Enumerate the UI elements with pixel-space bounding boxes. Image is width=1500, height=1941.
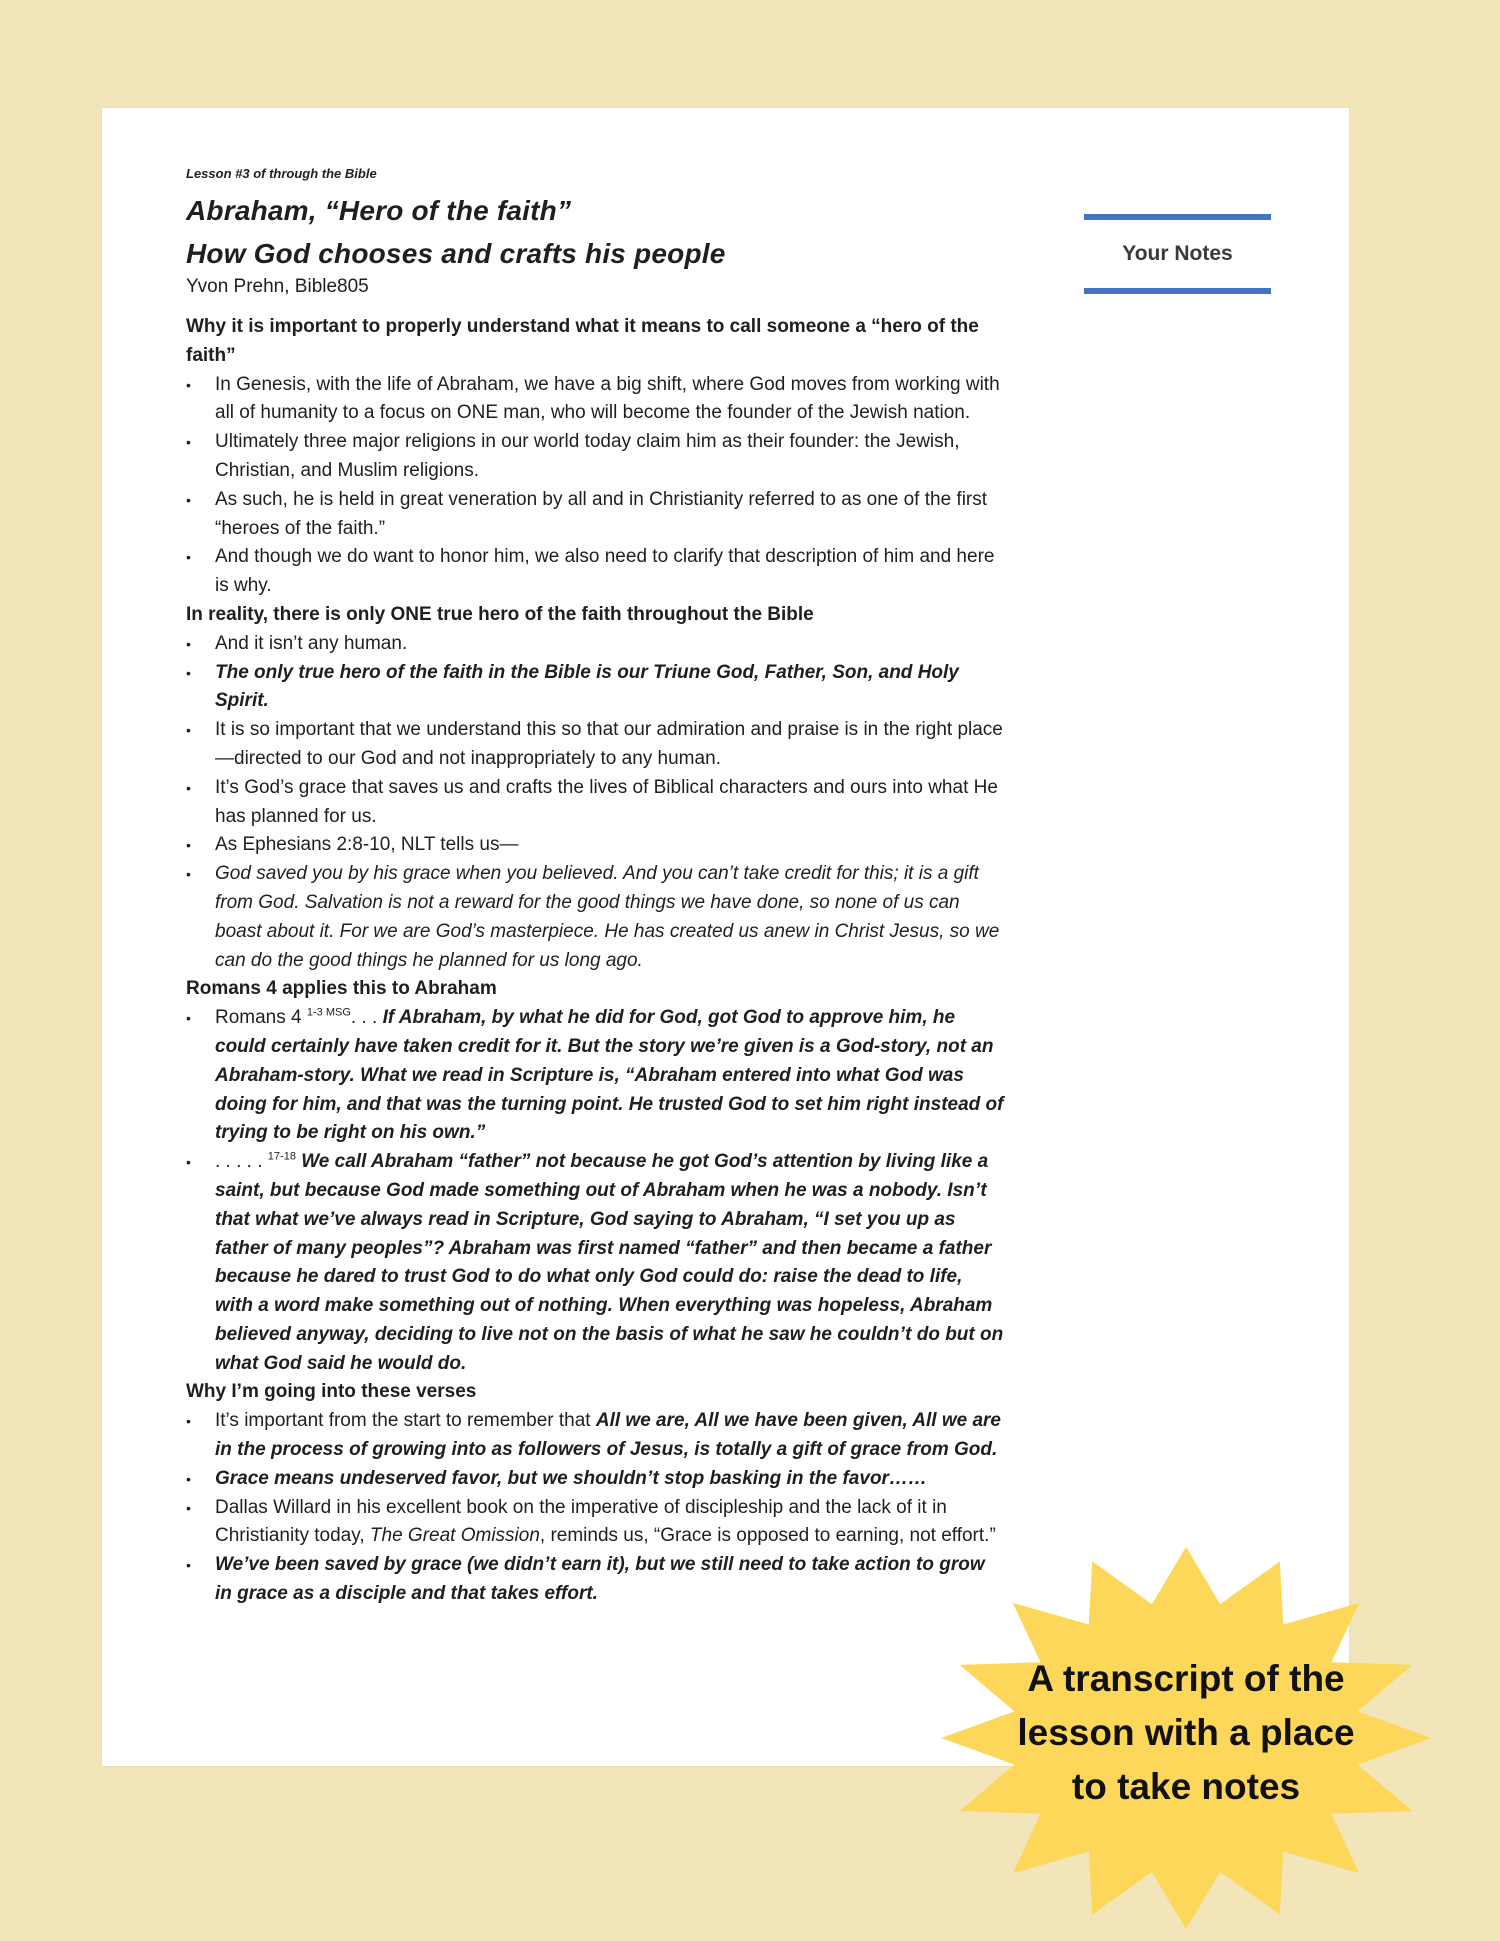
author-line: Yvon Prehn, Bible805 <box>186 276 369 297</box>
bullet-item: • Ultimately three major religions in our world today claim him as their founder: the Jewish, Christian, and Muslim religions. <box>186 428 1004 486</box>
bullet-item: • And it isn’t any human. <box>186 630 1004 659</box>
bullet-list <box>186 1004 1004 1378</box>
transcript-body <box>186 166 1004 1609</box>
bullet-item: • Romans 4 $^{1-3 MSG}$. . . If Abraham, by what he did for God, got God to approve him, he could certainly have taken credit for it. But the story we’re given is a God-story, not an Abraham-story. What we read in Scripture is, “Abraham entered into what God was doing for him, and that was the turning point. He trusted God to set him right instead of trying to be right on his own.” <box>186 1004 1004 1148</box>
sections-container <box>186 313 1004 1609</box>
document-page <box>102 108 1349 1766</box>
bullet-item: • . . . . . $^{17-18}$ We call Abraham “father” not because he got God’s attention by living like a saint, but because God made something out of Abraham when he was a nobody. Isn’t that what we’ve always read in Scripture, God saying to Abraham, “I set you up as father of many peoples”? Abraham was first named “father” and then became a father because he dared to trust God to do what only God could do: raise the dead to life, with a word make something out of nothing. When everything was hopeless, Abraham believed anyway, deciding to live not on the basis of what he saw he couldn’t do but on what God said he would do. <box>186 1148 1004 1378</box>
bullet-item: • And though we do want to honor him, we also need to clarify that description of him and here is why. <box>186 543 1004 601</box>
section-heading: In reality, there is only ONE true hero of the faith throughout the Bible <box>186 603 814 625</box>
bullet-item: • As Ephesians 2:8-10, NLT tells us— <box>186 831 1004 860</box>
bullet-list <box>186 1407 1004 1609</box>
starburst-badge <box>936 1548 1436 1928</box>
section-heading: Romans 4 applies this to Abraham <box>186 978 497 1000</box>
bullet-item: • As such, he is held in great veneration by all and in Christianity referred to as one of the first “heroes of the faith.” <box>186 486 1004 544</box>
notes-bottom-rule <box>1084 288 1271 294</box>
section-heading: Why I’m going into these verses <box>186 1381 477 1403</box>
bullet-item: • Grace means undeserved favor, but we shouldn’t stop basking in the favor…… <box>186 1465 1004 1494</box>
document-title: Abraham, “Hero of the faith” <box>186 195 572 226</box>
bullet-list <box>186 630 1004 976</box>
lesson-tag: Lesson #3 of through the Bible <box>186 166 377 181</box>
bullet-item: • God saved you by his grace when you believed. And you can’t take credit for this; it is a gift from God. Salvation is not a reward for the good things we have done, so none of us can boast about it. For we are God’s masterpiece. He has created us anew in Christ Jesus, so we can do the good things he planned for us long ago. <box>186 860 1004 975</box>
bullet-item: • We’ve been saved by grace (we didn’t earn it), but we still need to take action to grow in grace as a disciple and that takes effort. <box>186 1551 1004 1609</box>
notes-label: Your Notes <box>1122 242 1233 265</box>
starburst-caption: A transcript of the lesson with a place to take notes <box>1017 1658 1355 1807</box>
bullet-item: • The only true hero of the faith in the Bible is our Triune God, Father, Son, and Holy Spirit. <box>186 659 1004 717</box>
bullet-item: • It’s important from the start to remember that All we are, All we have been given, All we are in the process of growing into as followers of Jesus, is totally a gift of grace from God. <box>186 1407 1004 1465</box>
notes-panel <box>1084 214 1271 294</box>
bullet-item: • It is so important that we understand this so that our admiration and praise is in the right place—directed to our God and not inappropriately to any human. <box>186 716 1004 774</box>
document-subtitle: How God chooses and crafts his people <box>186 238 726 269</box>
section-heading: Why it is important to properly understand what it means to call someone a “hero of the faith” <box>186 316 979 366</box>
bullet-item: • It’s God’s grace that saves us and crafts the lives of Biblical characters and ours into what He has planned for us. <box>186 774 1004 832</box>
bullet-item: • In Genesis, with the life of Abraham, we have a big shift, where God moves from working with all of humanity to a focus on ONE man, who will become the founder of the Jewish nation. <box>186 371 1004 429</box>
bullet-item: • Dallas Willard in his excellent book on the imperative of discipleship and the lack of it in Christianity today, The Great Omission, reminds us, “Grace is opposed to earning, not effort.” <box>186 1494 1004 1552</box>
bullet-list <box>186 371 1004 601</box>
